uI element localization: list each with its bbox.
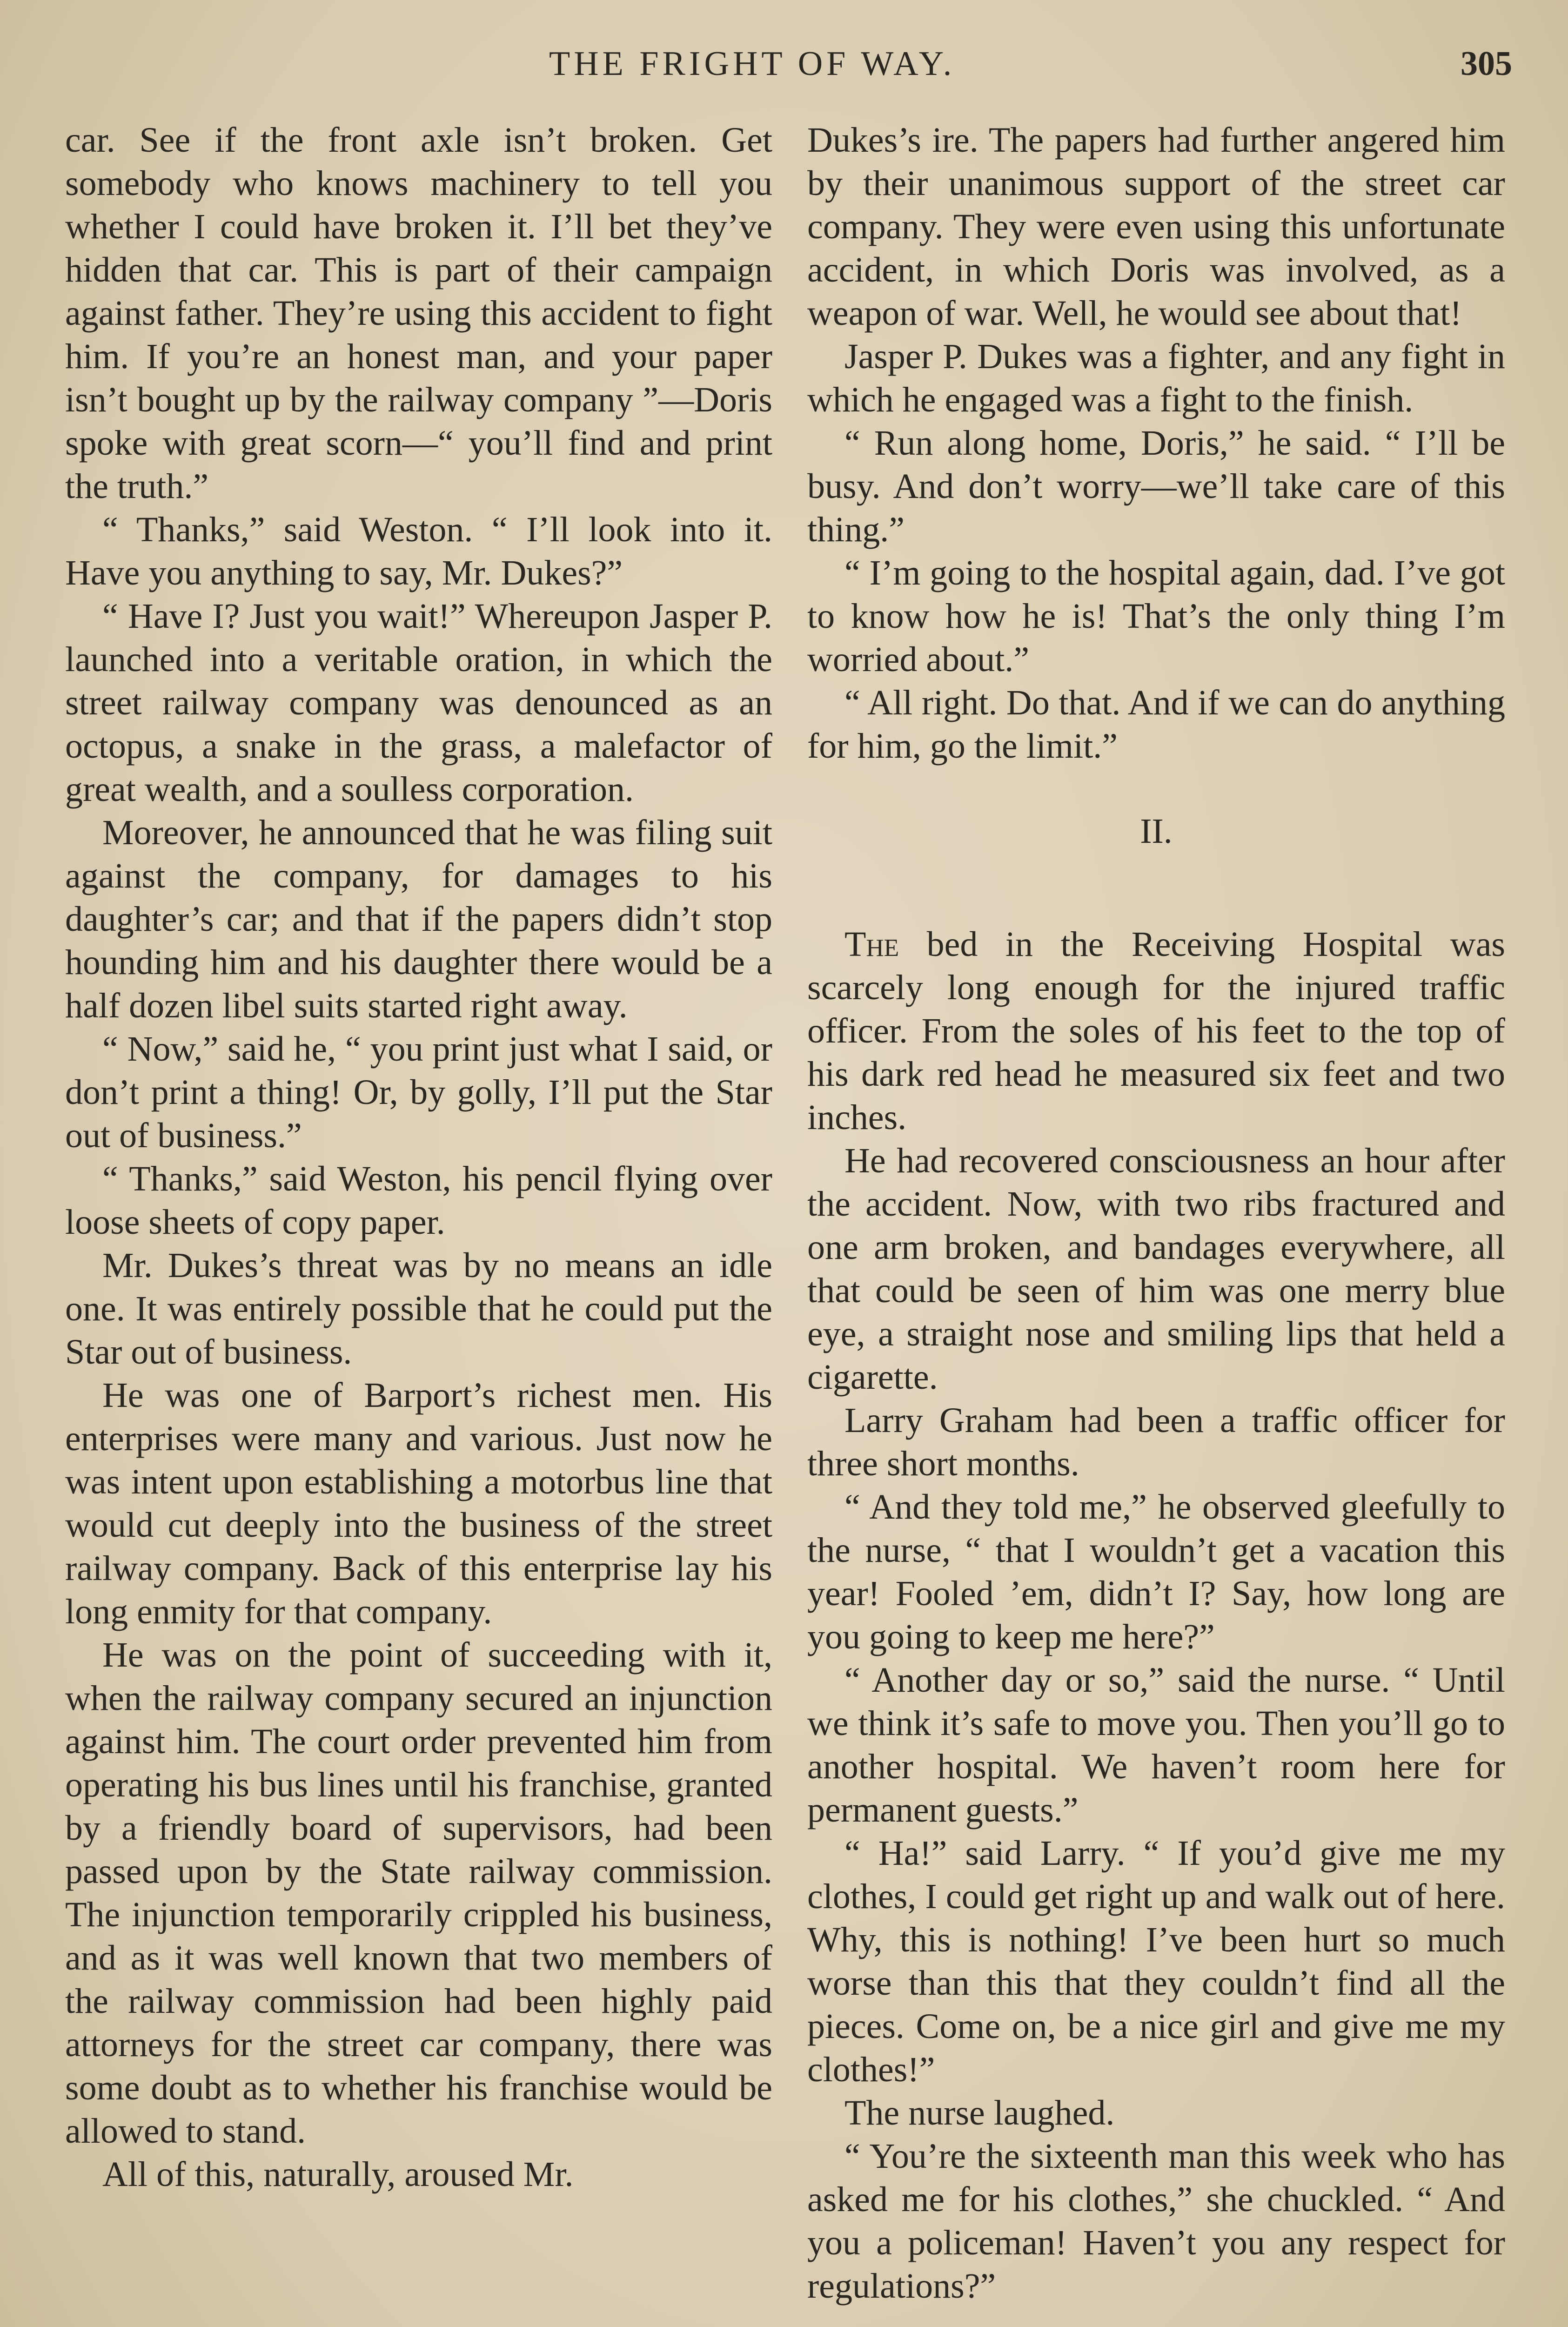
paragraph: “ Thanks,” said Weston. “ I’ll look into it. Have you anything to say, Mr. Dukes?”	[65, 510, 772, 592]
section-number: II.	[1140, 812, 1173, 851]
paragraph: Jasper P. Dukes was a fighter, and any fight in which he engaged was a fight to the finish.	[807, 337, 1505, 419]
paragraph: “ Have I? Just you wait!” Whereupon Jasper P. launched into a veritable oration, in which the street railway company was denounced as an octopus, a snake in the grass, a malefactor of great wealth, and a soulless corporation.	[65, 597, 772, 809]
paragraph: “ And they told me,” he observed gleefully to the nurse, “ that I wouldn’t get a vacation this year! Fooled ’em, didn’t I? Say, how long are you going to keep me here?”	[807, 1487, 1505, 1656]
paragraph: Larry Graham had been a traffic officer for three short months.	[807, 1401, 1505, 1483]
section-opening-paragraph	[807, 923, 1505, 1139]
paragraph: Dukes’s ire. The papers had further angered him by their unanimous support of the street car company. They were even using this unfortunate accident, in which Doris was involved, as a weapon of war. Well, he would see about that!	[807, 121, 1505, 333]
paragraph: “ You’re the sixteenth man this week who has asked me for his clothes,” she chuckled. “ And you a policeman! Haven’t you any respect for regulations?”	[807, 2137, 1505, 2306]
page-number: 305	[1461, 45, 1512, 83]
right-column	[807, 119, 1505, 2308]
paragraph: “ Ha!” said Larry. “ If you’d give me my clothes, I could get right up and walk out of here. Why, this is nothing! I’ve been hurt so much worse than this that they couldn’t find all the pieces. Come on, be a nice girl and give me my clothes!”	[807, 1834, 1505, 2089]
opening-word: The	[844, 925, 899, 964]
paragraph: “ All right. Do that. And if we can do anything for him, go the limit.”	[807, 683, 1505, 766]
paragraph: He was one of Barport’s richest men. His enterprises were many and various. Just now he was intent upon establishing a motorbus line that would cut deeply into the business of the street railway company. Back of this enterprise lay his long enmity for that company.	[65, 1376, 772, 1631]
paragraph: “ Another day or so,” said the nurse. “ Until we think it’s safe to move you. Then you’ll go to another hospital. We haven’t room here for permanent guests.”	[807, 1661, 1505, 1829]
paragraph: Moreover, he announced that he was filing suit against the company, for damages to his daughter’s car; and that if the papers didn’t stop hounding him and his daughter there would be a half dozen libel suits started right away.	[65, 813, 772, 1025]
paragraph: “ Thanks,” said Weston, his pencil flying over loose sheets of copy paper.	[65, 1159, 772, 1242]
paragraph: All of this, naturally, aroused Mr.	[102, 2155, 574, 2194]
opening-text: bed in the Receiving Hospital was scarcely long enough for the injured traffic officer. From the soles of his feet to the top of his dark red head he measured six feet and two inches.	[807, 925, 1505, 1137]
running-title: THE FRIGHT OF WAY.	[549, 45, 956, 83]
paragraph: “ Run along home, Doris,” he said. “ I’ll be busy. And don’t worry—we’ll take care of this thing.”	[807, 424, 1505, 549]
paragraph: He had recovered consciousness an hour after the accident. Now, with two ribs fractured and one arm broken, and bandages everywhere, all that could be seen of him was one merry blue eye, a straight nose and smiling lips that held a cigarette.	[807, 1141, 1505, 1397]
paragraph: The nurse laughed.	[844, 2093, 1115, 2132]
paragraph: He was on the point of succeeding with it, when the railway company secured an injunction against him. The court order prevented him from operating his bus lines until his franchise, granted by a friendly board of supervisors, had been passed upon by the State railway commission. The injunction temporarily crippled his business, and as it was well known that two members of the railway commission had been highly paid attorneys for the street car company, there was some doubt as to whether his franchise would be allowed to stand.	[65, 1635, 772, 2151]
paragraph: “ I’m going to the hospital again, dad. I’ve got to know how he is! That’s the only thing I’m worried about.”	[807, 553, 1505, 679]
running-head	[0, 44, 1568, 95]
paragraph: car. See if the front axle isn’t broken. Get somebody who knows machinery to tell you whether I could have broken it. I’ll bet they’ve hidden that car. This is part of their campaign against father. They’re using this accident to fight him. If you’re an honest man, and your paper isn’t bought up by the railway company ”—Doris spoke with great scorn—“ you’ll find and print the truth.”	[65, 121, 772, 506]
paragraph: “ Now,” said he, “ you print just what I said, or don’t print a thing! Or, by golly, I’ll put the Star out of business.”	[65, 1029, 772, 1155]
paragraph: Mr. Dukes’s threat was by no means an idle one. It was entirely possible that he could put the Star out of business.	[65, 1246, 772, 1372]
left-column	[65, 119, 772, 2196]
